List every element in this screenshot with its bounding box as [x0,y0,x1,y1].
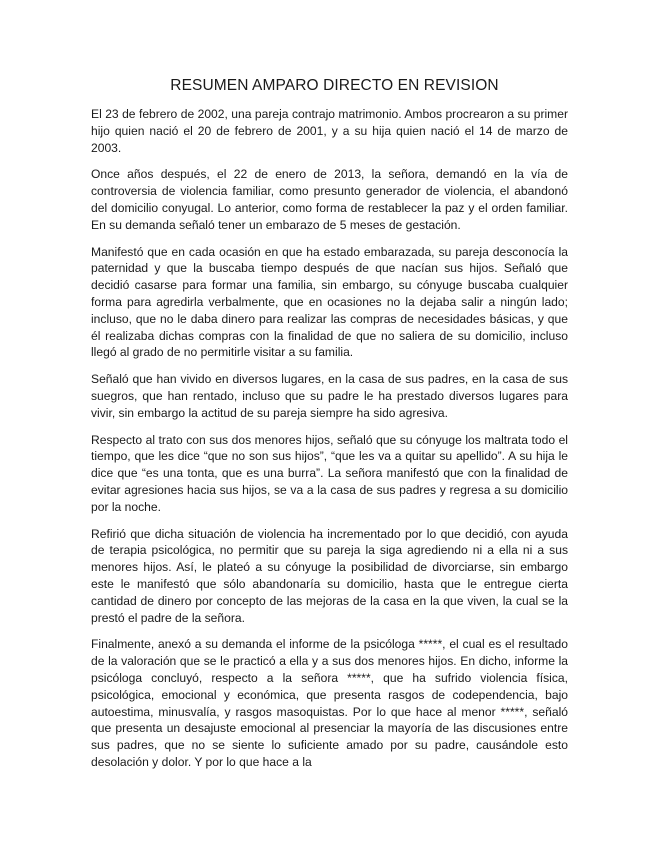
paragraph-residences: Señaló que han vivido en diversos lugares, en la casa de sus padres, en la casa de sus suegros, que han rentado, incluso que su padre le ha prestado diversos lugares para vivir, sin embargo la actitud de su pareja siempre ha sido agresiva. [91,372,568,420]
document-title: RESUMEN AMPARO DIRECTO EN REVISION [170,77,499,94]
paragraph-divorce: Refirió que dicha situación de violencia ha incrementado por lo que decidió, con ayuda de terapia psicológica, no permitir que su pareja la siga agrediendo ni a ella ni a sus menores hijos. Así, le plateó a su cónyuge la posibilidad de divorciarse, sin embargo este le manifestó que sólo abandonaría su domicilio, hasta que le entregue cierta cantidad de dinero por concepto de las mejoras de la casa en la que viven, la cual se la prestó el padre de la señora. [91,526,568,625]
paragraph-children-treatment: Respecto al trato con sus dos menores hijos, señaló que su cónyuge los maltrata todo el tiempo, que les dice “que no son sus hijos”, “que les va a quitar su apellido”. A su hija le dice que “es una tonta, que es una burra”. La señora manifestó que con la finalidad de evitar agresiones hacia sus hijos, se va a la casa de sus padres y regresa a su domicilio por la noche. [91,432,568,514]
paragraph-pregnancy-abuse: Manifestó que en cada ocasión en que ha estado embarazada, su pareja desconocía la paternidad y que la buscaba tiempo después de que nacían sus hijos. Señaló que decidió casarse para formar una familia, sin embargo, su cónyuge buscaba cualquier forma para agredirla verbalmente, que en ocasiones no la dejaba salir a ningún lado; incluso, que no le daba dinero para realizar las compras de necesidades básicas, y que él realizaba dichas compras con la finalidad de que no saliera de su domicilio, incluso llegó al grado de no permitirle visitar a su familia. [91,244,568,360]
paragraph-marriage: El 23 de febrero de 2002, una pareja contrajo matrimonio. Ambos procrearon a su primer hijo quien nació el 20 de febrero de 2001, y a su hija quien nació el 14 de marzo de 2003. [91,107,568,155]
paragraph-psych-report: Finalmente, anexó a su demanda el informe de la psicóloga *****, el cual es el resultado de la valoración que se le practicó a ella y a sus dos menores hijos. En dicho, informe la psicóloga concluyó, respecto a la señora *****, que ha sufrido violencia física, psicológica, emocional y económica, que presenta rasgos de codependencia, bajo autoestima, minusvalía, y rasgos masoquistas. Por lo que hace al menor *****, señaló que presenta un desajuste emocional al presenciar la mayoría de las discusiones entre sus padres, que no se siente lo suficiente amado por su padre, causándole esto desolación y dolor. Y por lo que hace a la [91,637,568,769]
paragraph-lawsuit: Once años después, el 22 de enero de 2013, la señora, demandó en la vía de controversia de violencia familiar, como presunto generador de violencia, el abandonó del domicilio conyugal. Lo anterior, como forma de restablecer la paz y el orden familiar. En su demanda señaló tener un embarazo de 5 meses de gestación. [91,167,568,232]
